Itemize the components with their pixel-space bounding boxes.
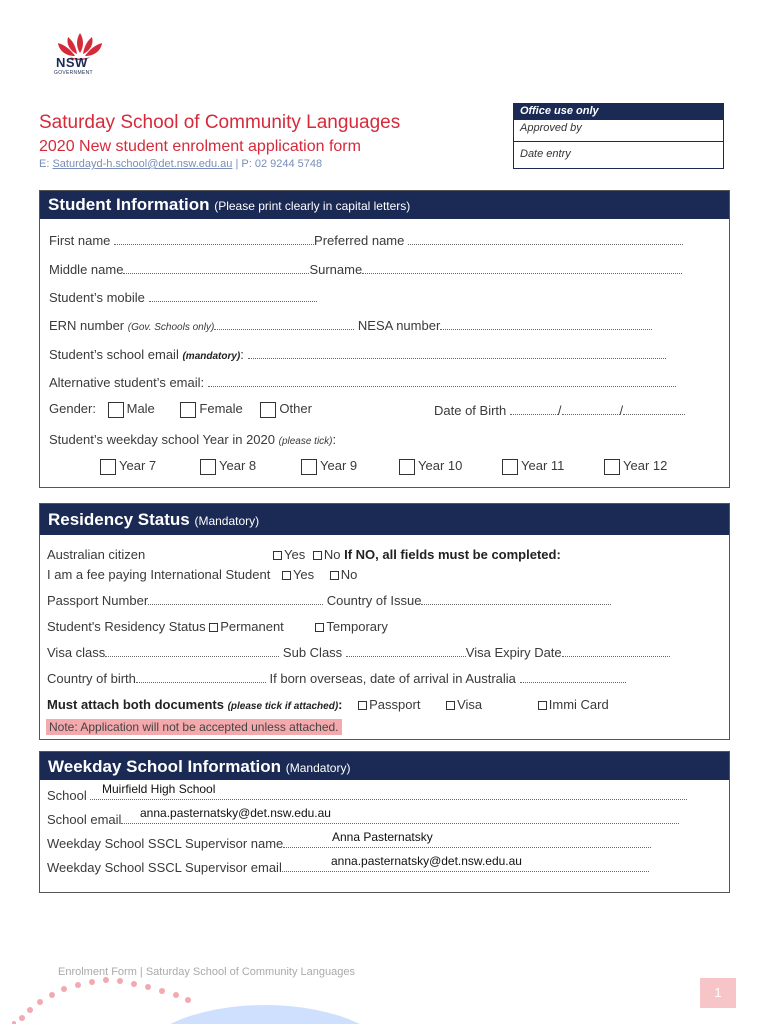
visa-row xyxy=(47,645,670,660)
weekday-email-label: School email xyxy=(47,812,122,827)
sub-class-label: Sub Class xyxy=(282,645,343,660)
birth-row xyxy=(47,671,626,686)
year-9-checkbox[interactable] xyxy=(301,459,317,475)
attach-row: Must attach both documents (please tick if attached): Passport Visa Immi Card xyxy=(47,697,609,712)
gender-label: Gender: xyxy=(49,401,96,416)
weekday-school-label: School xyxy=(47,788,87,803)
country-issue-input[interactable] xyxy=(421,594,611,605)
year-10-checkbox[interactable] xyxy=(399,459,415,475)
first-name-label: First name xyxy=(49,233,111,248)
surname-input[interactable] xyxy=(362,263,682,274)
mobile-input[interactable] xyxy=(149,291,317,302)
weekday-section-header xyxy=(40,752,729,780)
fee-yes-checkbox[interactable] xyxy=(282,571,291,580)
birth-country-input[interactable] xyxy=(136,672,266,683)
if-no-instruction: If NO, all fields must be completed: xyxy=(344,547,561,562)
temporary-checkbox[interactable] xyxy=(315,623,324,632)
middle-name-input[interactable] xyxy=(123,263,309,274)
date-entry-field[interactable]: Date entry xyxy=(520,148,571,160)
nesa-label: NESA number xyxy=(357,318,441,333)
attach-label: Must attach both documents xyxy=(47,697,224,712)
mobile-label: Student’s mobile xyxy=(49,290,145,305)
ern-input[interactable] xyxy=(214,319,354,330)
gender-row xyxy=(49,401,312,418)
alt-email-input[interactable] xyxy=(208,376,676,387)
alt-email-row xyxy=(49,375,676,390)
page-number: 1 xyxy=(700,978,736,1008)
supervisor-email-value: anna.pasternatsky@det.nsw.edu.au xyxy=(331,854,522,868)
first-name-row xyxy=(49,233,683,248)
student-section-note: (Please print clearly in capital letters) xyxy=(214,199,411,213)
residency-status-row xyxy=(47,619,388,634)
alt-email-label: Alternative student’s email: xyxy=(49,375,205,390)
school-email-row: Student’s school email (mandatory): xyxy=(49,347,666,362)
supervisor-name-value: Anna Pasternatsky xyxy=(332,830,433,844)
temporary-label: Temporary xyxy=(326,619,388,634)
passport-number-label: Passport Number xyxy=(47,593,149,608)
year-7-checkbox[interactable] xyxy=(100,459,116,475)
approved-by-field[interactable]: Approved by xyxy=(514,120,723,142)
dob-label: Date of Birth xyxy=(434,403,507,418)
sub-class-input[interactable] xyxy=(346,646,466,657)
year-10-label: Year 10 xyxy=(418,458,463,473)
nesa-input[interactable] xyxy=(440,319,652,330)
contact-line xyxy=(39,158,322,170)
supervisor-email-label: Weekday School SSCL Supervisor email xyxy=(47,860,282,875)
school-email-link[interactable]: Saturdayd-h.school@det.nsw.edu.au xyxy=(52,158,233,170)
logo-text: NSW xyxy=(56,55,88,70)
attach-passport-checkbox[interactable] xyxy=(358,701,367,710)
weekday-school-section xyxy=(39,751,730,893)
school-email-note: (mandatory) xyxy=(182,351,241,362)
visa-expiry-input[interactable] xyxy=(562,646,670,657)
surname-label: Surname xyxy=(309,262,363,277)
middle-name-label: Middle name xyxy=(49,262,124,277)
year-12-label: Year 12 xyxy=(623,458,668,473)
citizen-no-checkbox[interactable] xyxy=(313,551,322,560)
year-8-label: Year 8 xyxy=(219,458,257,473)
passport-row xyxy=(47,593,611,608)
dob-row: Date of Birth / / xyxy=(434,403,685,418)
attach-visa-label: Visa xyxy=(457,697,483,712)
decorative-pink-dots xyxy=(12,977,191,1024)
ern-label: ERN number xyxy=(49,318,125,333)
arrival-date-input[interactable] xyxy=(520,672,626,683)
dob-day-input[interactable] xyxy=(510,404,558,415)
gender-other-label: Other xyxy=(279,401,312,416)
country-issue-label: Country of Issue xyxy=(326,593,422,608)
student-section-title: Student Information xyxy=(48,195,210,214)
preferred-name-input[interactable] xyxy=(408,234,683,245)
visa-class-input[interactable] xyxy=(105,646,279,657)
first-name-input[interactable] xyxy=(114,234,314,245)
gender-male-label: Male xyxy=(126,401,155,416)
residency-section-header xyxy=(40,504,729,535)
weekday-section-title: Weekday School Information xyxy=(48,757,282,776)
visa-class-label: Visa class xyxy=(47,645,106,660)
logo-subtext: GOVERNMENT xyxy=(54,70,93,76)
school-email-label: Student’s school email xyxy=(49,347,179,362)
attach-passport-label: Passport xyxy=(369,697,421,712)
residency-status-label: Student's Residency Status xyxy=(47,619,206,634)
footer-text: Enrolment Form | Saturday School of Community Languages xyxy=(58,966,355,978)
gender-other-checkbox[interactable] xyxy=(260,402,276,418)
ern-row xyxy=(49,318,652,333)
citizen-label: Australian citizen xyxy=(47,547,146,562)
gender-female-label: Female xyxy=(199,401,243,416)
attach-immi-label: Immi Card xyxy=(548,697,609,712)
gender-male-checkbox[interactable] xyxy=(108,402,124,418)
email-prefix: E: xyxy=(39,158,53,170)
gender-female-checkbox[interactable] xyxy=(180,402,196,418)
citizen-yes-checkbox[interactable] xyxy=(273,551,282,560)
dob-month-input[interactable] xyxy=(562,404,620,415)
passport-number-input[interactable] xyxy=(148,594,323,605)
residency-section-title: Residency Status xyxy=(48,510,190,529)
middle-name-row xyxy=(49,262,682,277)
citizen-no-label: No xyxy=(323,547,341,562)
student-section-header xyxy=(40,191,729,219)
school-email-input[interactable] xyxy=(248,348,666,359)
year-11-option[interactable] xyxy=(502,458,564,475)
ern-note: (Gov. Schools only) xyxy=(127,322,215,333)
attach-immi-checkbox[interactable] xyxy=(538,701,547,710)
phone-text: | P: 02 9244 5748 xyxy=(232,158,323,170)
weekday-email-value: anna.pasternatsky@det.nsw.edu.au xyxy=(140,806,331,820)
weekday-section-note: (Mandatory) xyxy=(285,761,351,775)
weekday-school-value: Muirfield High School xyxy=(102,782,216,796)
attach-warning xyxy=(46,719,342,734)
permanent-checkbox[interactable] xyxy=(209,623,218,632)
year-11-checkbox[interactable] xyxy=(502,459,518,475)
supervisor-name-label: Weekday School SSCL Supervisor name xyxy=(47,836,284,851)
page-subtitle: 2020 New student enrolment application form xyxy=(39,138,361,155)
attach-warning-text: Note: Application will not be accepted unless attached. xyxy=(46,719,342,735)
office-use-title: Office use only xyxy=(514,104,723,120)
fee-label: I am a fee paying International Student xyxy=(47,567,271,582)
arrival-date-label: If born overseas, date of arrival in Australia xyxy=(269,671,516,686)
permanent-label: Permanent xyxy=(220,619,284,634)
decorative-blue-shape xyxy=(135,1005,395,1024)
fee-no-label: No xyxy=(340,567,358,582)
page-title: Saturday School of Community Languages xyxy=(39,112,401,133)
visa-expiry-label: Visa Expiry Date xyxy=(465,645,562,660)
citizen-options xyxy=(273,547,561,562)
mobile-row xyxy=(49,290,317,305)
fee-yes-label: Yes xyxy=(292,567,315,582)
fee-no-checkbox[interactable] xyxy=(330,571,339,580)
year-10-option[interactable] xyxy=(399,458,462,475)
student-information-section xyxy=(39,190,730,488)
dob-year-input[interactable] xyxy=(623,404,685,415)
year-7-label: Year 7 xyxy=(119,458,157,473)
birth-country-label: Country of birth xyxy=(47,671,136,686)
year-prompt-note: (please tick) xyxy=(278,436,333,447)
year-7-option[interactable] xyxy=(100,458,156,475)
office-use-box xyxy=(513,103,724,169)
year-8-option[interactable] xyxy=(200,458,256,475)
year-prompt-label: Student’s weekday school Year in 2020 xyxy=(49,432,275,447)
preferred-name-label: Preferred name xyxy=(314,233,405,248)
attach-visa-checkbox[interactable] xyxy=(446,701,455,710)
year-8-checkbox[interactable] xyxy=(200,459,216,475)
residency-section-note: (Mandatory) xyxy=(194,514,260,528)
attach-note: (please tick if attached) xyxy=(227,701,339,712)
year-9-label: Year 9 xyxy=(320,458,358,473)
year-11-label: Year 11 xyxy=(521,458,565,473)
year-prompt-row: Student’s weekday school Year in 2020 (please tick): xyxy=(49,432,337,447)
fee-row xyxy=(47,567,357,582)
year-9-option[interactable] xyxy=(301,458,357,475)
residency-status-section xyxy=(39,503,730,740)
year-12-checkbox[interactable] xyxy=(604,459,620,475)
year-12-option[interactable] xyxy=(604,458,667,475)
citizen-yes-label: Yes xyxy=(284,547,306,562)
